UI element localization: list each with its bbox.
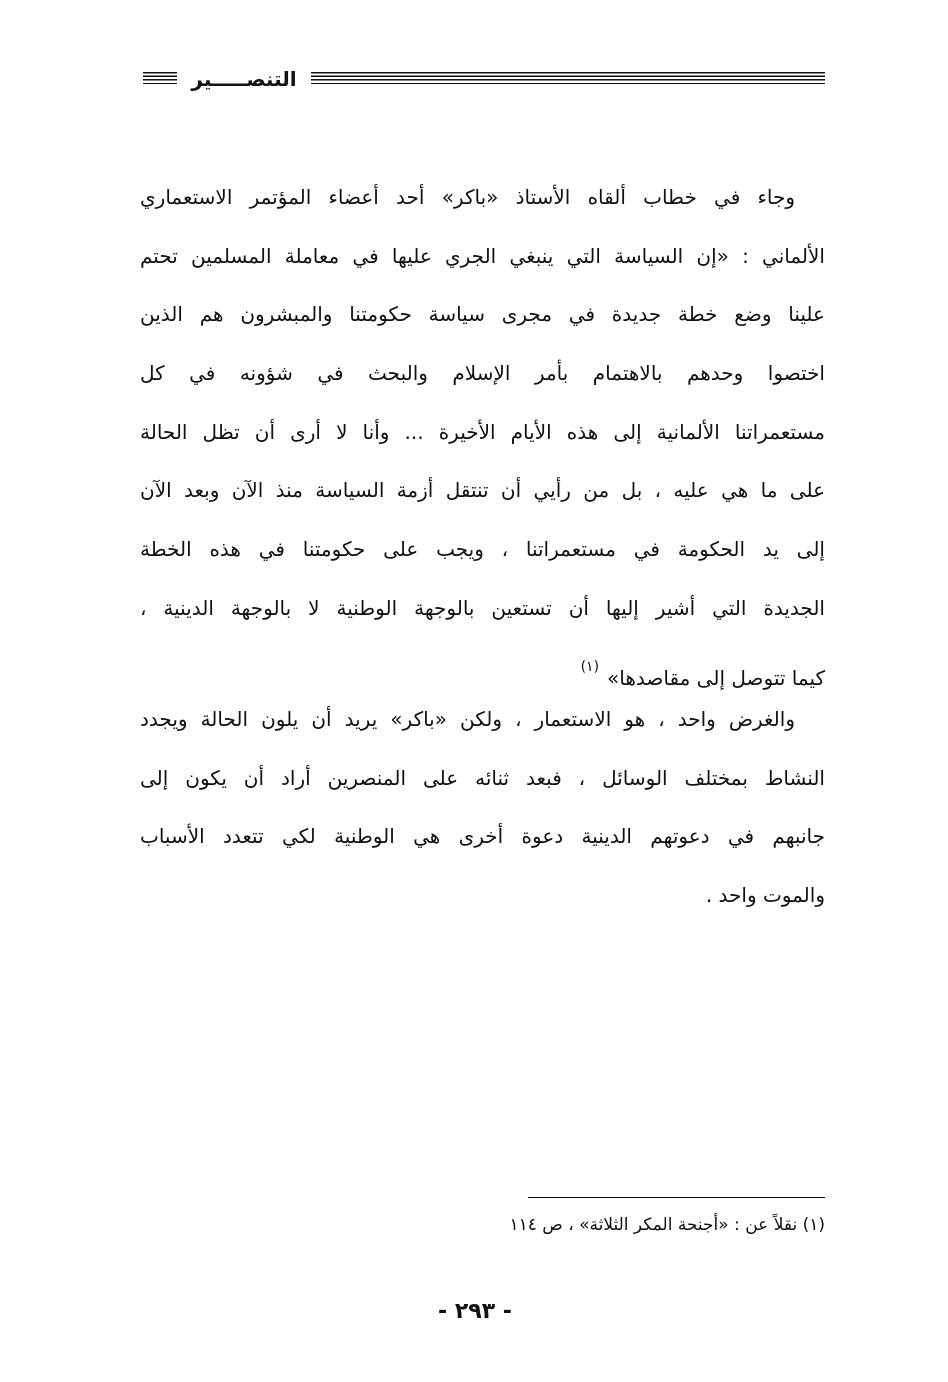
text-line: النشاط بمختلف الوسائل ، فبعد ثنائه على المنصرين أراد أن يكون إلى: [140, 765, 825, 790]
text-line: وجاء في خطاب ألقاه الأستاذ «باكر» أحد أعضاء المؤتمر الاستعماري: [140, 185, 795, 209]
header-rule-right: [311, 72, 825, 86]
text-line-content: كيما تتوصل إلى مقاصدها»: [607, 665, 825, 690]
paragraph-1: [140, 168, 825, 696]
text-line: جانبهم في دعوتهم الدينية دعوة أخرى هي الوطنية لكي تتعدد الأسباب: [140, 824, 825, 849]
text-line: والغرض واحد ، هو الاستعمار ، ولكن «باكر» يريد أن يلون الحالة ويجدد: [140, 707, 795, 731]
text-line-last: [140, 638, 825, 697]
text-line: الألماني : «إن السياسة التي ينبغي الجري عليها في معاملة المسلمين تحتم: [140, 243, 825, 268]
running-header: [143, 66, 825, 92]
text-line: الجديدة التي أشير إليها أن تستعين بالوجهة الوطنية لا بالوجهة الدينية ،: [140, 595, 825, 620]
page-number: - ٢٩٣ -: [438, 1299, 512, 1324]
text-line: إلى يد الحكومة في مستعمراتنا ، ويجب على حكومتنا في هذه الخطة: [140, 537, 825, 562]
text-line: على ما هي عليه ، بل من رأيي أن تنتقل أزمة السياسة منذ الآن وبعد الآن: [140, 478, 825, 503]
text-line: علينا وضع خطة جديدة في مجرى سياسة حكومتنا والمبشرون هم الذين: [140, 302, 825, 327]
text-line: اختصوا وحدهم بالاهتمام بأمر الإسلام والبحث في شؤونه في كل: [140, 361, 825, 386]
running-title: التنصـــــير: [191, 67, 297, 91]
paragraph-2: [140, 690, 825, 925]
footnote-divider: [528, 1197, 825, 1198]
footnote: (١) نقلاً عن : «أجنحة المكر الثلاثة» ، ص ١١٤: [509, 1215, 825, 1235]
text-line: والموت واحد .: [705, 883, 825, 908]
text-line: مستعمراتنا الألمانية إلى هذه الأيام الأخيرة ... وأنا لا أرى أن تظل الحالة: [140, 419, 825, 444]
footnote-reference[interactable]: (١): [580, 658, 600, 675]
header-rule-left: [143, 72, 177, 86]
